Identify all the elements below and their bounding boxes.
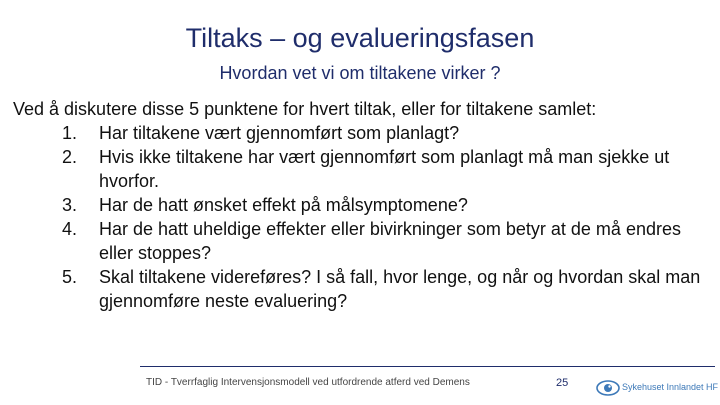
numbered-list — [0, 121, 720, 313]
list-item-text: Har de hatt uheldige effekter eller bivirkninger som betyr at de må endres eller stoppes? — [99, 219, 681, 263]
list-item-number: 2. — [62, 147, 78, 167]
logo-text: Sykehuset Innlandet HF — [622, 382, 719, 392]
list-item-text: Har tiltakene vært gjennomført som planlagt? — [99, 123, 460, 143]
list-item-number: 5. — [62, 267, 78, 287]
list-item-number: 3. — [62, 195, 78, 215]
list-item — [0, 193, 709, 217]
slide-title: Tiltaks – og evalueringsfasen — [185, 23, 535, 53]
footer-divider — [140, 366, 715, 367]
lead-paragraph: Ved å diskutere disse 5 punktene for hvert tiltak, eller for tiltakene samlet: — [13, 99, 597, 119]
slide-subtitle: Hvordan vet vi om tiltakene virker ? — [219, 63, 501, 83]
list-item-text: Skal tiltakene videreføres? I så fall, hvor lenge, og når og hvordan skal man gjennomføre neste evaluering? — [99, 267, 701, 311]
list-item-number: 4. — [62, 219, 78, 239]
list-item — [0, 265, 709, 313]
list-item-text: Har de hatt ønsket effekt på målsymptomene? — [99, 195, 468, 215]
list-item — [0, 145, 709, 193]
organization-logo — [596, 376, 719, 400]
page-number: 25 — [556, 377, 569, 389]
list-item-text: Hvis ikke tiltakene har vært gjennomført som planlagt må man sjekke ut hvorfor. — [99, 147, 670, 191]
list-item — [0, 217, 709, 265]
list-item — [0, 121, 709, 145]
list-item-number: 1. — [62, 123, 78, 143]
footer-text: TID - Tverrfaglig Intervensjonsmodell ved utfordrende atferd ved Demens — [146, 377, 470, 388]
eye-logo-icon — [596, 376, 620, 400]
